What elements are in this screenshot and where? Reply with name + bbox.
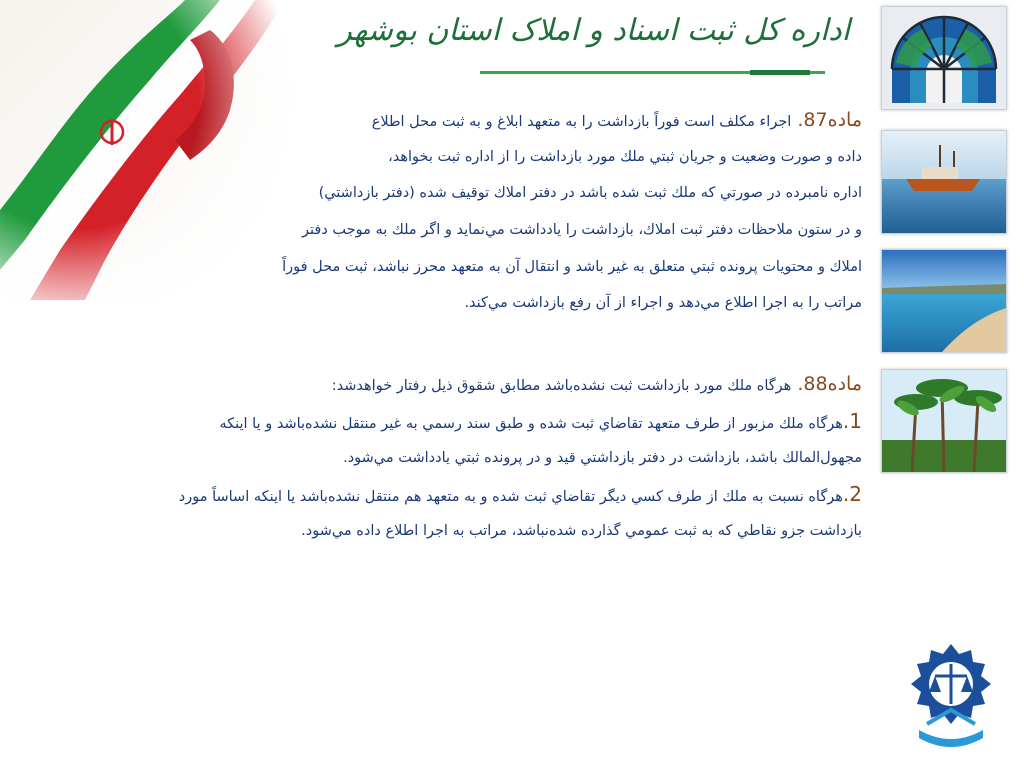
article88-intro-line: ماده88. هرگاه ملك مورد بازداشت ثبت نشده‌باشد مطابق شقوق ذيل رفتار خواهدشد:	[331, 373, 862, 396]
article88-number: ماده88	[803, 373, 862, 396]
article88-intro: هرگاه ملك مورد بازداشت ثبت نشده‌باشد مطابق شقوق ذيل رفتار خواهدشد:	[331, 378, 792, 395]
article87-line-6: مراتب را به اجرا اطلاع مي‌دهد و اجراء از آن رفع بازداشت مي‌كند.	[464, 295, 862, 312]
article87-line-5: املاك و محتويات پرونده ثبتي متعلق به غير باشد و انتقال آن به متعهد محرز نباشد، ثبت محل فوراً	[282, 258, 862, 275]
header-underline	[480, 70, 825, 76]
photo-dhow-boat-sea	[881, 130, 1007, 234]
photo-beach-coast	[881, 249, 1007, 353]
article88-item1-number: 1	[849, 408, 862, 433]
article87-line-2: داده و صورت وضعيت و جريان ثبتي ملك مورد بازداشت را از اداره ثبت بخواهد،	[388, 148, 862, 165]
article87-line-4: و در ستون ملاحظات دفتر ثبت املاك، بازداشت را يادداشت مي‌نمايد و اگر ملك به موجب دفتر	[302, 222, 862, 239]
article88-item2-line-1: 2.هرگاه نسبت به ملك از طرف كسي ديگر تقاضاي ثبت شده و به متعهد هم منتقل نشده‌باشد يا اينكه اساساً مورد	[178, 482, 862, 507]
photo-palm-grove	[881, 369, 1007, 473]
organization-emblem-logo	[909, 640, 993, 752]
article-content	[40, 102, 862, 550]
article88-item1-line-2: مجهول‌المالك باشد، بازداشت در دفتر بازداشتي قيد و در پرونده ثبتي يادداشت مي‌شود.	[343, 449, 862, 466]
photo-stained-glass-window	[881, 6, 1007, 110]
article87-text-1: اجراء مكلف است فوراً بازداشت را به متعهد ابلاغ و به ثبت محل اطلاع	[371, 114, 792, 130]
header-title: اداره کل ثبت اسناد و املاک استان بوشهر	[337, 13, 850, 48]
article88-item2-text-1: هرگاه نسبت به ملك از طرف كسي ديگر تقاضاي ثبت شده و به متعهد هم منتقل نشده‌باشد يا اينكه اساساً مورد	[178, 489, 843, 506]
article87-number: ماده87	[803, 109, 862, 131]
article88-item1-line-1: 1.هرگاه ملك مزبور از طرف متعهد تقاضاي ثبت شده و طبق سند رسمي به غير منتقل نشده‌باشد و يا اينكه	[219, 408, 862, 433]
article87-line-3: اداره نامبرده در صورتي كه ملك ثبت شده باشد در دفتر املاك توقيف شده (دفتر بازداشتي)	[318, 185, 862, 202]
article87-line-1: ماده87. اجراء مكلف است فوراً بازداشت را به متعهد ابلاغ و به ثبت محل اطلاع	[371, 109, 862, 131]
article88-item2-line-2: بازداشت جزو نقاطي كه به ثبت عمومي گذارده شده‌نباشد، مراتب به اجرا اطلاع داده مي‌شود.	[301, 522, 862, 539]
article88-item2-number: 2	[849, 482, 862, 507]
article88-item1-text-1: هرگاه ملك مزبور از طرف متعهد تقاضاي ثبت شده و طبق سند رسمي به غير منتقل نشده‌باشد و يا اينكه	[219, 415, 843, 432]
